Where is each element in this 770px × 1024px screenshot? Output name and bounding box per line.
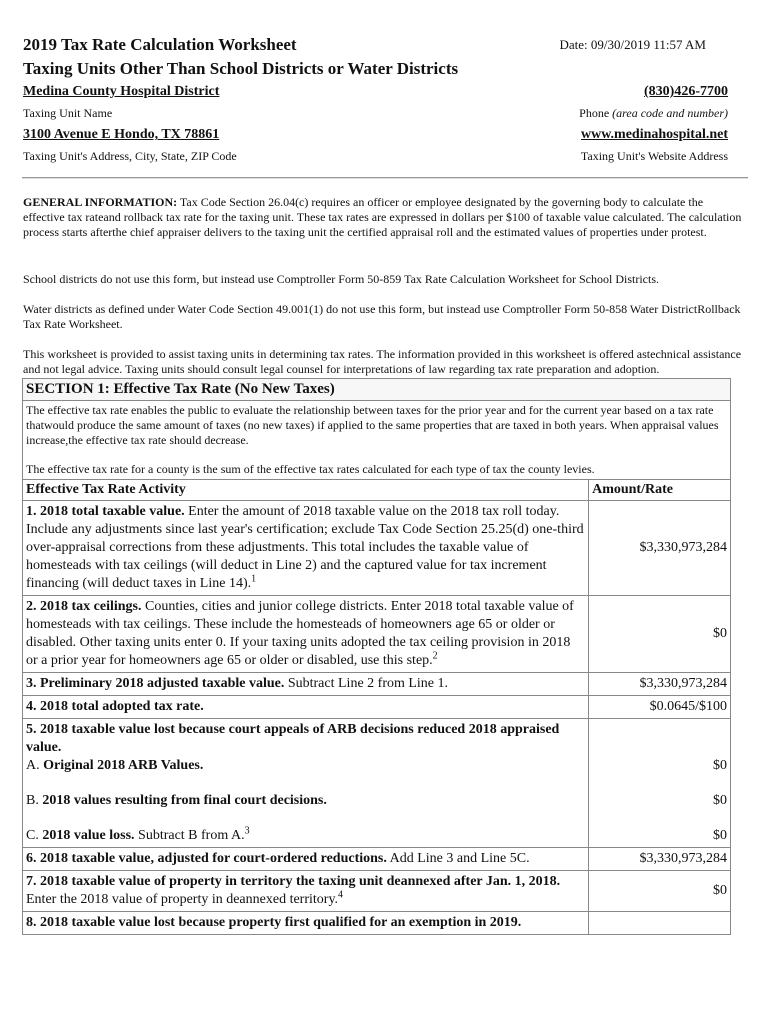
- water-districts-note: Water districts as defined under Water Code Section 49.001(1) do not use this form, but instead use Comptroller Form 50-858 Water DistrictRollback Tax Rate Worksheet.: [23, 302, 741, 331]
- sub-line-prefix: B.: [26, 793, 43, 808]
- section1-intro-p1: The effective tax rate enables the public to evaluate the relationship between taxes for the prior year and for the current year based on a tax rate thatwould produce the same amount of taxes (no new taxes) if applied to the same properties that are taxed in both years. When appraisal values increase,the effective tax rate should decrease.: [26, 403, 719, 447]
- form-title: 2019 Tax Rate Calculation Worksheet: [23, 35, 297, 54]
- line-description: [23, 871, 589, 912]
- line-text: Subtract Line 2 from Line 1.: [284, 676, 449, 691]
- footnote-ref: 2: [432, 650, 438, 662]
- phone-label-text: Phone: [579, 106, 610, 120]
- line-label: 6. 2018 taxable value, adjusted for court-ordered reductions.: [26, 851, 387, 866]
- sub-line-prefix: A.: [26, 758, 44, 773]
- sub-line-label: 2018 value loss.: [42, 828, 135, 843]
- line-label: 4. 2018 total adopted tax rate.: [26, 699, 204, 714]
- general-info-paragraph: [23, 195, 745, 240]
- section1-intro-p2: The effective tax rate for a county is the sum of the effective tax rates calculated for each type of tax the county levies.: [26, 462, 595, 476]
- line-label: 3. Preliminary 2018 adjusted taxable value.: [26, 676, 285, 691]
- col-header-amount: Amount/Rate: [589, 480, 731, 501]
- general-info-lead: GENERAL INFORMATION:: [23, 195, 178, 209]
- line-amount: $0: [589, 871, 731, 912]
- form-subtitle: Taxing Units Other Than School Districts or Water Districts: [23, 59, 459, 78]
- sub-line-prefix: C.: [26, 828, 43, 843]
- table-row: [23, 848, 731, 871]
- website-link[interactable]: www.medinahospital.net: [580, 127, 728, 142]
- table-row: [23, 696, 731, 719]
- line-amount: $3,330,973,284: [589, 501, 731, 596]
- line-amount: $0: [713, 793, 727, 808]
- table-row: [23, 871, 731, 912]
- line-amount: $3,330,973,284: [589, 673, 731, 696]
- line-amount: $0.0645/$100: [589, 696, 731, 719]
- taxing-unit-name-label: Taxing Unit Name: [23, 106, 113, 120]
- line-amount: $0: [589, 596, 731, 673]
- footnote-ref: 1: [251, 573, 257, 585]
- line-amount: [589, 912, 731, 935]
- line-description: [23, 719, 589, 848]
- line-description: [23, 696, 589, 719]
- phone-label-note: (area code and number): [612, 106, 728, 120]
- line-text: Counties, cities and junior college districts. Enter 2018 total taxable value of homesteads with tax ceilings. These include the homesteads of homeowners age 65 or older or disabled. Other taxing units enter 0. If your taxing units adopted the tax ceiling provision in 2018 or a prior year for homeowners age 65 or older or disabled, use this step.: [26, 599, 574, 668]
- line-label: 7. 2018 taxable value of property in territory the taxing unit deannexed after Jan. 1, 2018.: [26, 874, 561, 889]
- section1-title: SECTION 1: Effective Tax Rate (No New Taxes): [23, 379, 731, 401]
- taxing-unit-address: 3100 Avenue E Hondo, TX 78861: [23, 127, 220, 142]
- line-amount: $0: [713, 758, 727, 773]
- line-description: [23, 596, 589, 673]
- footnote-ref: 3: [244, 825, 250, 837]
- line-description: [23, 912, 589, 935]
- line-text: Add Line 3 and Line 5C.: [386, 851, 530, 866]
- sub-line-label: Original 2018 ARB Values.: [43, 758, 204, 773]
- line-label: 1. 2018 total taxable value.: [26, 504, 185, 519]
- section1-intro: [23, 401, 731, 480]
- school-districts-note: School districts do not use this form, but instead use Comptroller Form 50-859 Tax Rate Calculation Worksheet for School Districts.: [23, 272, 660, 286]
- taxing-unit-address-label: Taxing Unit's Address, City, State, ZIP Code: [23, 149, 237, 163]
- phone-label: [579, 106, 728, 121]
- general-info-text: Tax Code Section 26.04(c) requires an officer or employee designated by the governing body to calculate the effective tax rateand rollback tax rate for the taxing unit. These tax rates are expressed in dollars per $100 of taxable value calculated. The calculation process starts afterthe chief appraiser delivers to the taxing unit the certified appraisal roll and the estimated values of properties under protest.: [23, 195, 742, 239]
- table-row: [23, 596, 731, 673]
- line-label: 2. 2018 tax ceilings.: [26, 599, 142, 614]
- col-header-activity: Effective Tax Rate Activity: [23, 480, 589, 501]
- sub-line-text: Subtract B from A.: [134, 828, 245, 843]
- line-amount-group: [589, 719, 731, 848]
- line-text: Enter the amount of 2018 taxable value on the 2018 tax roll today. Include any adjustments since last year's certification; exclude Tax Code Section 25.25(d) one-third over-appraisal corrections from these adjustments. This total includes the taxable value of homesteads with tax ceilings (will deduct in Line 2) and the captured value for tax increment financing (will deduct taxes in Line 14).: [26, 504, 584, 591]
- header-divider: [22, 177, 748, 179]
- line-label: 8. 2018 taxable value lost because property first qualified for an exemption in 2019.: [26, 915, 522, 930]
- technical-assistance-note: This worksheet is provided to assist taxing units in determining tax rates. The information provided in this worksheet is offered astechnical assistance and not legal advice. Taxing units should consult legal counsel for interpretations of law regarding tax rate preparation and adoption.: [23, 347, 742, 376]
- line-description: [23, 848, 589, 871]
- table-row: [23, 912, 731, 935]
- line-description: [23, 501, 589, 596]
- table-row: [23, 501, 731, 596]
- form-date: Date: 09/30/2019 11:57 AM: [559, 37, 706, 52]
- line-amount: $0: [713, 828, 727, 843]
- line-description: [23, 673, 589, 696]
- footnote-ref: 4: [338, 889, 344, 901]
- table-row: [23, 719, 731, 848]
- website-label: Taxing Unit's Website Address: [580, 149, 728, 163]
- line-amount: $3,330,973,284: [589, 848, 731, 871]
- taxing-unit-name: Medina County Hospital District: [23, 84, 220, 99]
- sub-line-label: 2018 values resulting from final court decisions.: [42, 793, 327, 808]
- phone-number: (830)426-7700: [644, 84, 728, 99]
- line-label: 5. 2018 taxable value lost because court appeals of ARB decisions reduced 2018 appraised value.: [26, 722, 560, 755]
- line-text: Enter the 2018 value of property in deannexed territory.: [26, 892, 339, 907]
- section1-table: [22, 378, 731, 935]
- table-row: [23, 673, 731, 696]
